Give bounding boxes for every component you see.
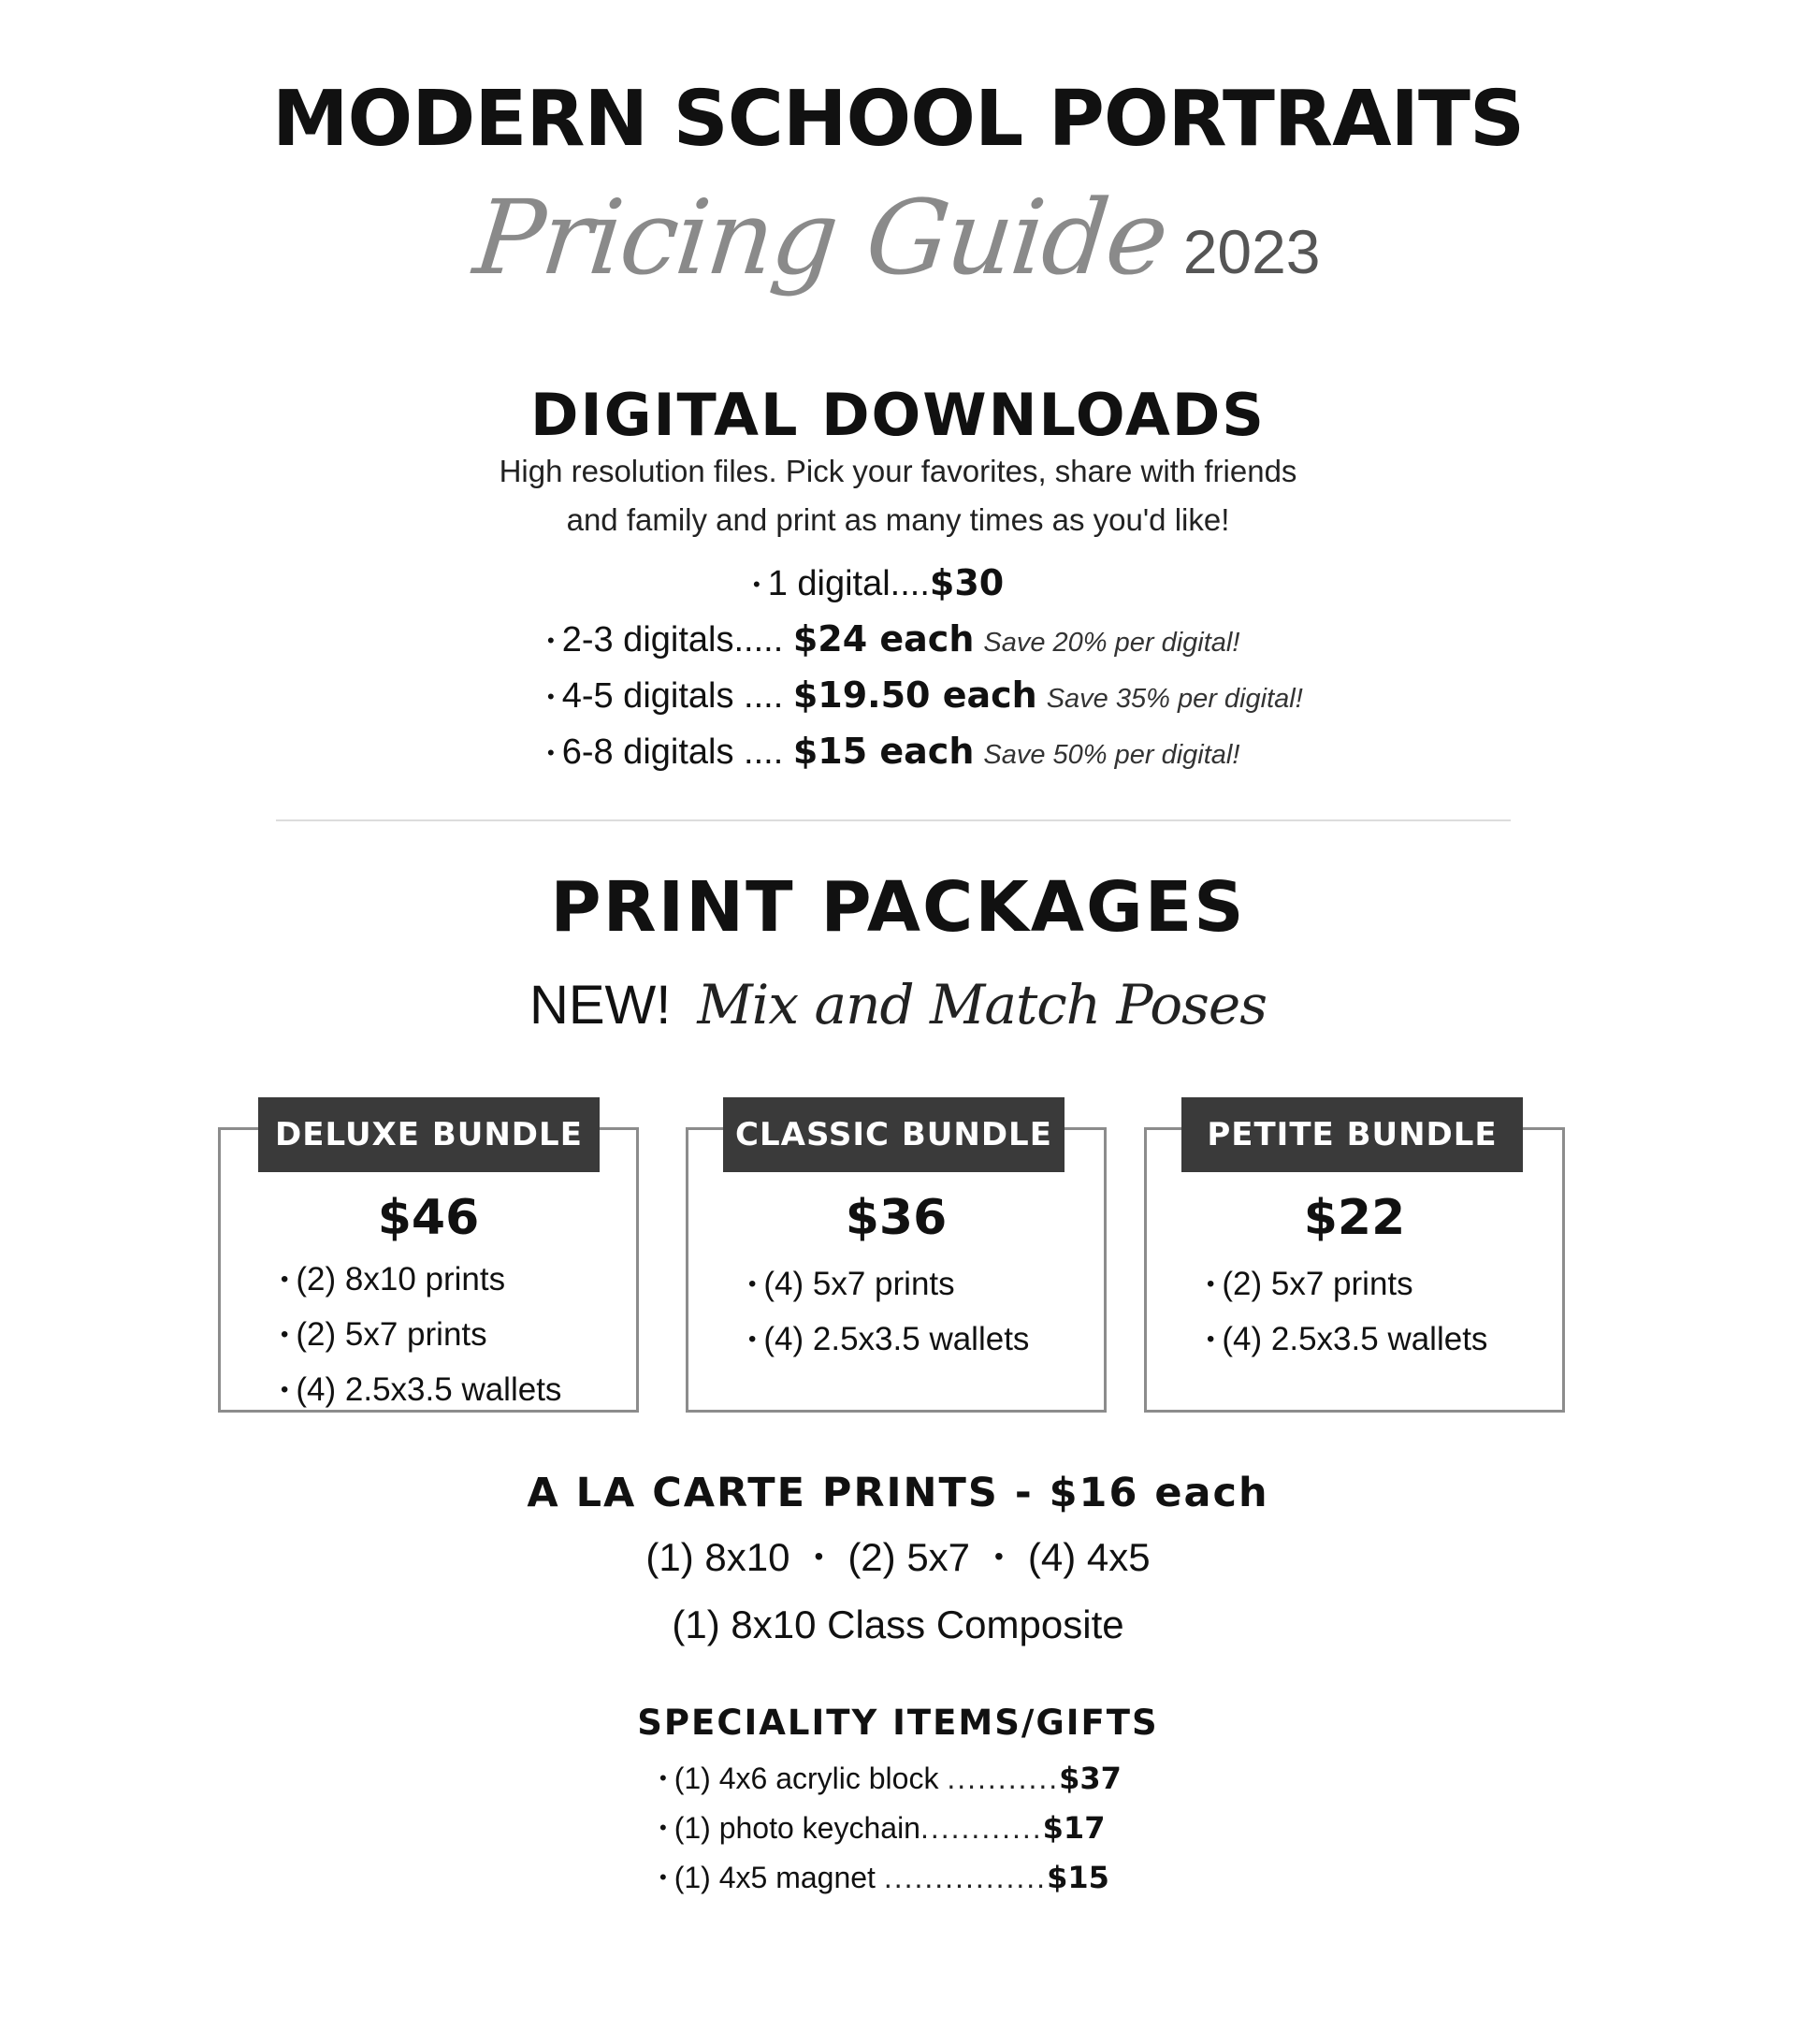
pricing-guide-script: Pricing Guide [469, 178, 1173, 297]
bullet: • [659, 1766, 667, 1790]
bullet: • [547, 629, 555, 652]
list-item: • (2) 5x7 prints [1207, 1258, 1487, 1313]
list-item [547, 616, 1239, 668]
bullet: • [753, 573, 760, 596]
digital-option-label: 1 digital.... [767, 564, 930, 603]
alacarte-options [0, 1529, 1796, 1590]
alacarte-heading: A LA CARTE PRINTS - $16 each [527, 1470, 1269, 1516]
leader-dots: ................ [883, 1861, 1048, 1894]
description-line: High resolution files. Pick your favorites, share with friends [499, 454, 1297, 488]
list-item: • (4) 5x7 prints [748, 1258, 1029, 1313]
leader-dots: ........... [947, 1761, 1060, 1795]
description-line: and family and print as many times as you'd like! [566, 502, 1230, 537]
bullet: • [659, 1865, 667, 1889]
petite-bundle-tag: PETITE BUNDLE [1181, 1097, 1523, 1172]
digital-option-label: 2-3 digitals..... [561, 620, 784, 660]
separator-dot: • [814, 1542, 824, 1571]
deluxe-bundle-items [281, 1254, 561, 1419]
new-label: NEW! [529, 975, 672, 1036]
alacarte-option: (1) 8x10 [645, 1535, 790, 1579]
petite-bundle-items [1207, 1258, 1487, 1369]
digital-option-price: $30 [929, 562, 1005, 603]
year-label: 2023 [1182, 217, 1321, 286]
alacarte-option: (4) 4x5 [1027, 1535, 1151, 1579]
list-item [547, 728, 1239, 780]
list-item [659, 1806, 1105, 1853]
specialty-item-price: $15 [1047, 1860, 1109, 1895]
class-composite: (1) 8x10 Class Composite [672, 1602, 1124, 1646]
list-item: • (2) 8x10 prints [281, 1254, 561, 1309]
mix-match-script: Mix and Match Poses [697, 973, 1267, 1036]
print-packages-heading: PRINT PACKAGES [550, 867, 1246, 948]
digital-option-label: 6-8 digitals .... [561, 732, 784, 772]
list-item [659, 1757, 1122, 1804]
specialty-item-label: (1) photo keychain [674, 1811, 920, 1845]
list-item [753, 559, 1004, 612]
specialty-heading: SPECIALITY ITEMS/GIFTS [637, 1703, 1159, 1743]
list-item [547, 672, 1303, 724]
digital-option-price: $19.50 each [792, 674, 1037, 716]
list-item: • (4) 2.5x3.5 wallets [1207, 1313, 1487, 1369]
digital-option-price: $15 each [792, 731, 975, 772]
list-item [659, 1856, 1109, 1903]
digital-option-savings: Save 20% per digital! [983, 628, 1240, 658]
digital-option-price: $24 each [792, 618, 975, 660]
digital-description [0, 447, 1796, 544]
digital-option-label: 4-5 digitals .... [561, 676, 784, 716]
bullet: • [659, 1816, 667, 1839]
bullet: • [547, 685, 555, 708]
list-item: • (2) 5x7 prints [281, 1309, 561, 1364]
digital-downloads-heading: DIGITAL DOWNLOADS [530, 381, 1266, 449]
leader-dots: ............ [920, 1811, 1043, 1845]
list-item: • (4) 2.5x3.5 wallets [281, 1364, 561, 1419]
specialty-item-price: $17 [1042, 1810, 1106, 1846]
specialty-item-price: $37 [1059, 1761, 1122, 1796]
classic-bundle-price: $36 [845, 1190, 948, 1246]
page-title: MODERN SCHOOL PORTRAITS [271, 75, 1525, 164]
separator-dot: • [994, 1542, 1004, 1571]
specialty-item-label: (1) 4x6 acrylic block [674, 1761, 939, 1795]
deluxe-bundle-price: $46 [377, 1190, 480, 1246]
digital-option-savings: Save 35% per digital! [1046, 684, 1303, 714]
petite-bundle-price: $22 [1303, 1190, 1406, 1246]
alacarte-option: (2) 5x7 [847, 1535, 971, 1579]
list-item: • (4) 2.5x3.5 wallets [748, 1313, 1029, 1369]
classic-bundle-items [748, 1258, 1029, 1369]
digital-option-savings: Save 50% per digital! [983, 740, 1240, 770]
section-divider [276, 819, 1511, 821]
specialty-item-label: (1) 4x5 magnet [674, 1861, 876, 1894]
subtitle [0, 178, 1796, 337]
classic-bundle-tag: CLASSIC BUNDLE [723, 1097, 1065, 1172]
bullet: • [547, 741, 555, 764]
new-mix-match [0, 973, 1796, 1066]
deluxe-bundle-tag: DELUXE BUNDLE [258, 1097, 600, 1172]
